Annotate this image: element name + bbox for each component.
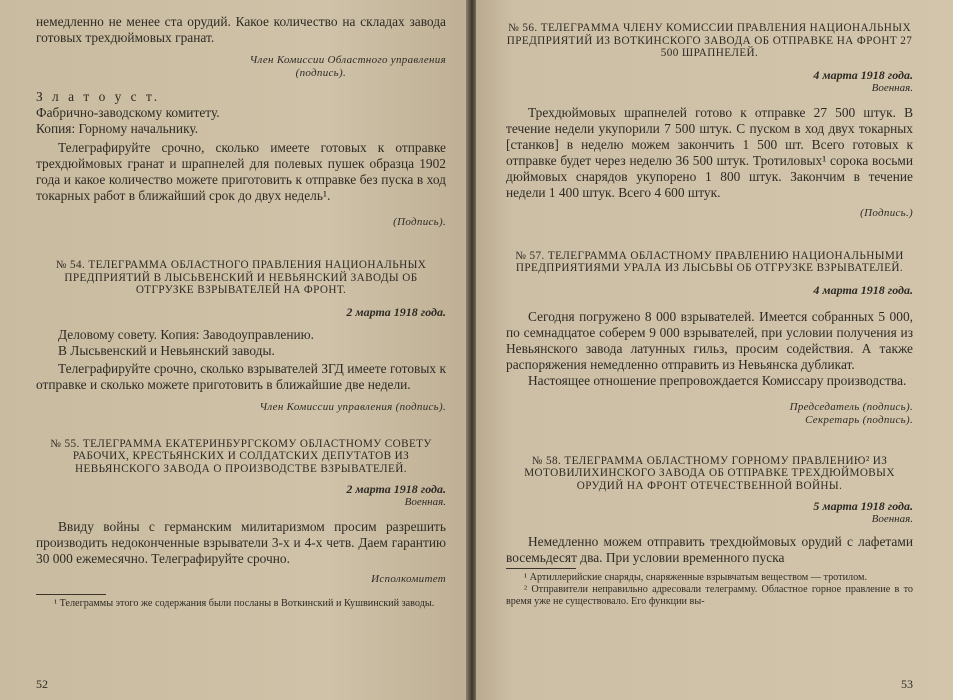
doc-57-heading: № 57. ТЕЛЕГРАММА ОБЛАСТНОМУ ПРАВЛЕНИЮ НАЦИОНАЛЬНЫМИ ПРЕДПРИЯТИЯМИ УРАЛА ИЗ ЛЫСЬВЫ ОБ ОТГРУЗКЕ ВЗРЫВАТЕЛЕЙ. <box>515 249 904 274</box>
doc-58-heading: № 58. ТЕЛЕГРАММА ОБЛАСТНОМУ ГОРНОМУ ПРАВЛЕНИЮ² ИЗ МОТОВИЛИХИНСКОГО ЗАВОДА ОБ ОТПРАВКЕ ТРЕХДЮЙМОВЫХ ОРУДИЙ НА ФРОНТ ОТЕЧЕСТВЕННОЙ ВОЙНЫ. <box>524 454 895 492</box>
left-top-signature: Член Комиссии Областного управления <box>249 54 446 66</box>
doc-57-signature-chair: Председатель (подпись). <box>789 400 913 413</box>
doc-55-signature: Исполкомитет <box>371 573 446 585</box>
doc-56-heading: № 56. ТЕЛЕГРАММА ЧЛЕНУ КОМИССИИ ПРАВЛЕНИЯ НАЦИОНАЛЬНЫХ ПРЕДПРИЯТИЙ ИЗ ВОТКИНСКОГО ЗАВОДА ОБ ОТПРАВКЕ НА ФРОНТ 27 500 ШРАПНЕЛЕЙ. <box>506 22 913 59</box>
doc-56-signature: (Подпись.) <box>860 206 913 219</box>
footnote-right-2: ² Отправители неправильно адресовали телеграмму. Областное горное правление в то время уже не существовало. Его функции вы- <box>506 584 913 607</box>
footnote-right-1: ¹ Артиллерийские снаряды, снаряженные взрывчатым веществом — тротилом. <box>524 572 868 583</box>
page-number-left: 52 <box>36 677 48 691</box>
left-top-text: немедленно не менее ста орудий. Какое количество на складах завода готовых трехдюймовых гранат. <box>36 14 446 45</box>
doc-54-addressee-2: В Лысьвенский и Невьянский заводы. <box>58 342 275 358</box>
doc-54-addressee: Деловому совету. Копия: Заводоуправлению. <box>58 326 315 342</box>
page-number-right: 53 <box>901 677 913 691</box>
doc-57-text: Сегодня погружено 8 000 взрывателей. Имеется собранных 5 000, по семнадцатое соберем 9 000 взрывателей, при условии получения из Невьянского завода латунных гильз, просим содействия. А также распоряжения немедленно отправить из Невьянска дубликат. <box>506 308 913 372</box>
doc-58-date: 5 марта 1918 года. <box>813 499 913 513</box>
doc-54-heading: № 54. ТЕЛЕГРАММА ОБЛАСТНОГО ПРАВЛЕНИЯ НАЦИОНАЛЬНЫХ ПРЕДПРИЯТИЙ В ЛЫСЬВЕНСКИЙ И НЕВЬЯНСКИЙ ЗАВОДЫ ОБ ОТГРУЗКЕ ВЗРЫВАТЕЛЕЙ НА ФРОНТ. <box>55 259 427 296</box>
zlatoust-addressee: Фабрично-заводскому комитету. <box>36 105 220 120</box>
doc-56-text: Трехдюймовых шрапнелей готово к отправке 27 500 штук. В течение недели укупорили 7 500 штук. С пуском в ход двух токарных [станков] в неделю можем закончить 1 500 шт. Всего готовых к отправке будет через неделю 36 500 штук. Тротиловых¹ сорока восьми дюймовых снарядов укупорено 1 800 штук. Закончим в течение недели 1 400 штук. Всего 4 600 штук. <box>506 104 913 200</box>
doc-55-text: Ввиду войны с германским милитаризмом просим разрешить производить недоконченные взрыватели 3-х и 4-х четв. Даем гарантию 30 000 ежемесячно. Телеграфируйте срочно. <box>36 519 446 566</box>
doc-57-signature-secretary: Секретарь (подпись). <box>805 413 913 426</box>
left-page <box>0 0 468 700</box>
zlatoust-heading: З л а т о у с т. <box>36 89 161 104</box>
footnote-rule <box>36 594 106 595</box>
doc-56-mark: Военная. <box>871 81 913 94</box>
doc-55-date: 2 марта 1918 года. <box>346 482 446 496</box>
doc-54-date: 2 марта 1918 года. <box>346 304 446 319</box>
doc-55-heading: № 55. ТЕЛЕГРАММА ЕКАТЕРИНБУРГСКОМУ ОБЛАСТНОМУ СОВЕТУ РАБОЧИХ, КРЕСТЬЯНСКИХ И СОЛДАТСКИХ ДЕПУТАТОВ ИЗ НЕВЬЯНСКОГО ЗАВОДА О ПРОИЗВОДСТВЕ ВЗРЫВАТЕЛЕЙ. <box>50 437 432 475</box>
doc-57-date: 4 марта 1918 года. <box>813 282 913 297</box>
doc-56-date: 4 марта 1918 года. <box>813 67 913 82</box>
doc-58-mark: Военная. <box>871 513 913 525</box>
footnote-1: ¹ Телеграммы этого же содержания были посланы в Воткинский и Кушвинский заводы. <box>54 598 435 609</box>
right-page <box>476 0 953 700</box>
doc-55-mark: Военная. <box>404 496 446 508</box>
left-top-signature-note: (подпись). <box>295 67 346 79</box>
zlatoust-text: Телеграфируйте срочно, сколько имеете готовых к отправке трехдюймовых гранат и шрапнелей для полевых пушек образца 1902 года и какое количество можете приготовить к отправке без пуска в ход токарных работ в ближайший срок до двух недель¹. <box>36 140 446 203</box>
footnote-rule-right <box>506 568 576 569</box>
doc-58-text: Немедленно можем отправить трехдюймовых орудий с лафетами восемьдесят два. При условии временного пуска <box>506 534 913 565</box>
doc-57-text-2: Настоящее отношение препровождается Комиссару производства. <box>528 372 907 388</box>
doc-54-text: Телеграфируйте срочно, сколько взрывателей ЗГД имеете готовых к отправке и сколько можете приготовить в ближайшие две недели. <box>36 360 446 392</box>
doc-54-signature: Член Комиссии управления (подпись). <box>259 400 446 413</box>
zlatoust-signature: (Подпись). <box>393 216 446 228</box>
zlatoust-copy: Копия: Горному начальнику. <box>36 121 199 136</box>
